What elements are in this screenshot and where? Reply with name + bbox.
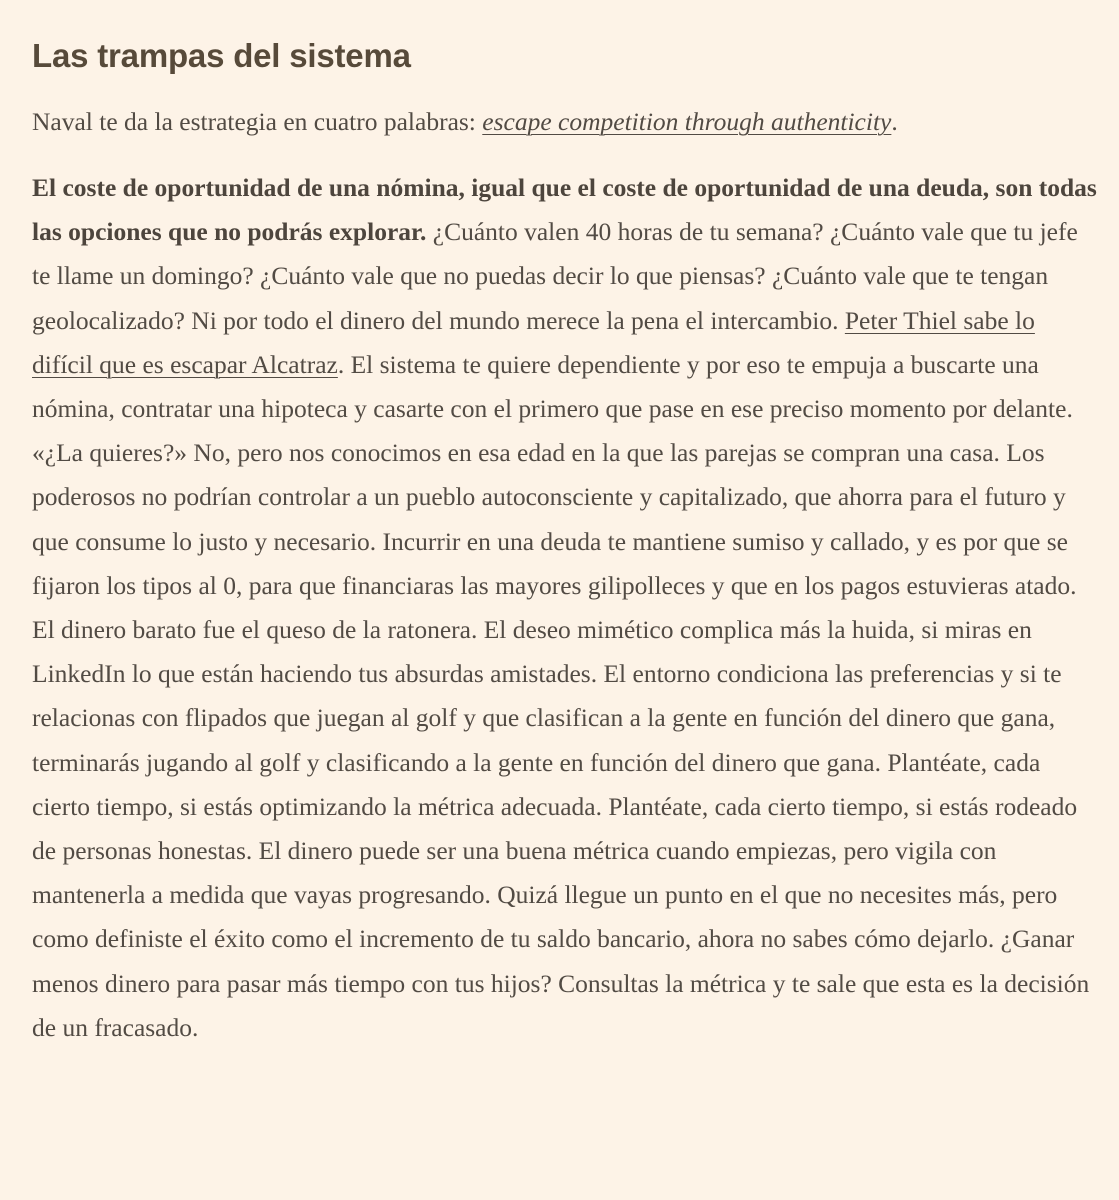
intro-end: . <box>891 107 898 136</box>
body-paragraph <box>32 166 1098 1050</box>
intro-text: Naval te da la estrategia en cuatro palabras: <box>32 107 483 136</box>
intro-paragraph <box>32 100 1098 144</box>
body-text-part-1: ¿Cuánto valen 40 horas de tu semana? ¿Cuánto vale que tu jefe te llame un domingo? ¿Cuánto vale que no puedas decir lo que piensas? ¿Cuánto vale que te tengan geolocalizado? Ni por todo el dinero del mundo merece la pena el intercambio. <box>32 217 1078 335</box>
article-section <box>32 24 1098 1050</box>
section-title: Las trampas del sistema <box>32 37 411 74</box>
body-text-part-2: . El sistema te quiere dependiente y por eso te empuja a buscarte una nómina, contratar una hipoteca y casarte con el primero que pase en ese preciso momento por delante. «¿La quieres?» No, pero nos conocimos en esa edad en la que las parejas se compran una casa. Los poderosos no podrían controlar a un pueblo autoconsciente y capitalizado, que ahorra para el futuro y que consume lo justo y necesario. Incurrir en una deuda te mantiene sumiso y callado, y es por que se fijaron los tipos al 0, para que financiaras las mayores gilipolleces y que en los pagos estuvieras atado. El dinero barato fue el queso de la ratonera. El deseo mimético complica más la huida, si miras en LinkedIn lo que están haciendo tus absurdas amistades. El entorno condiciona las preferencias y si te relacionas con flipados que juegan al golf y que clasifican a la gente en función del dinero que gana, terminarás jugando al golf y clasificando a la gente en función del dinero que gana. Plantéate, cada cierto tiempo, si estás optimizando la métrica adecuada. Plantéate, cada cierto tiempo, si estás rodeado de personas honestas. El dinero puede ser una buena métrica cuando empiezas, pero vigila con mantenerla a medida que vayas progresando. Quizá llegue un punto en el que no necesites más, pero como definiste el éxito como el incremento de tu saldo bancario, ahora no sabes cómo dejarlo. ¿Ganar menos dinero para pasar más tiempo con tus hijos? Consultas la métrica y te sale que esta es la decisión de un fracasado. <box>32 349 1090 1042</box>
peter-thiel-link[interactable]: Peter Thiel sabe lo difícil que es escapar Alcatraz <box>32 305 1035 379</box>
bold-lead-sentence: El coste de oportunidad de una nómina, igual que el coste de oportunidad de una deuda, son todas las opciones que no podrás explorar. <box>32 173 1097 247</box>
naval-strategy-link[interactable]: escape competition through authenticity <box>482 107 892 136</box>
